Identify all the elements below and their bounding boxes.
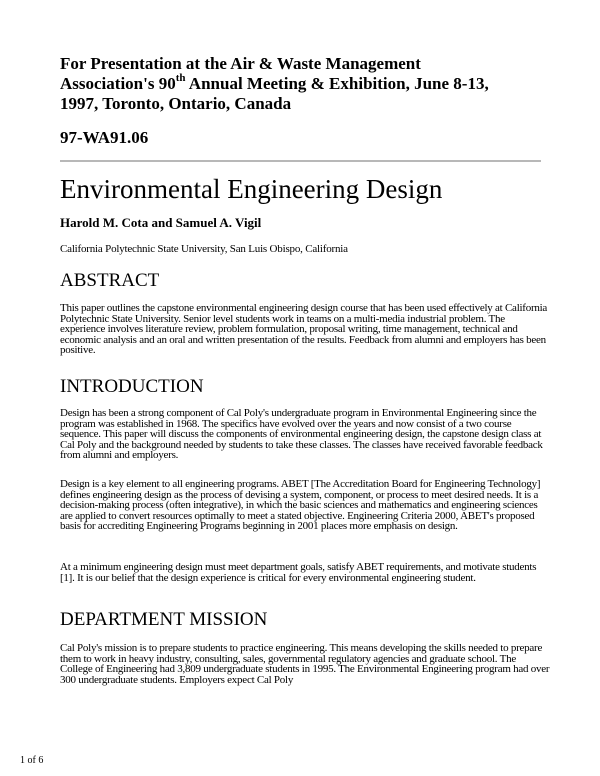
header-ordinal-suffix: th [175,72,186,85]
header-line-3: 1997, Toronto, Ontario, Canada [60,94,292,113]
introduction-heading: INTRODUCTION [60,376,204,397]
header-line-2 [60,74,560,94]
paper-title: Environmental Engineering Design [60,174,443,204]
authors: Harold M. Cota and Samuel A. Vigil [60,215,262,230]
header-line-1: For Presentation at the Air & Waste Management [60,54,421,73]
header-line-2-post: Annual Meeting & Exhibition, June 8-13, [185,74,489,93]
abstract-paragraph: This paper outlines the capstone environmental engineering design course that has been used effectively at California Polytechnic State University. Senior level students work in teams on a multi-media industrial problem. The experience involves literature review, problem formulation, proposal writing, time management, technical and economic analysis and an oral and written presentation of the results. Feedback from alumni and employers has been positive. [60,302,548,357]
introduction-paragraph-1: Design has been a strong component of Cal Poly's undergraduate program in Environmental Engineering since the program was established in 1968. The specifics have evolved over the years and now consist of a two course sequence. This paper will discuss the components of environmental engineering design, the capstone design class at Cal Poly and the background needed by students to take these classes. The classes have received favorable feedback from alumni and employers. [60,407,543,462]
page-indicator: 1 of 6 [20,755,44,766]
paper-id: 97-WA91.06 [60,128,149,147]
affiliation: California Polytechnic State University, San Luis Obispo, California [60,243,348,255]
horizontal-rule [60,160,541,162]
presentation-header [60,54,560,114]
mission-paragraph: Cal Poly's mission is to prepare students to practice engineering. This means developing the skills needed to prepare them to work in heavy industry, consulting, sales, governmental regulatory agencies and graduate school. The College of Engineering had 3,809 undergraduate students in 1995. The Environmental Engineering program had over 300 undergraduate students. Employers expect Cal Poly [60,642,550,686]
introduction-paragraph-3: At a minimum engineering design must meet department goals, satisfy ABET requirements, and motivate students [1]. It is our belief that the design experience is critical for every environmental engineering student. [60,561,537,584]
abstract-heading: ABSTRACT [60,270,160,291]
mission-heading: DEPARTMENT MISSION [60,609,268,630]
header-line-2-pre: Association's 90 [60,74,176,93]
introduction-paragraph-2: Design is a key element to all engineering programs. ABET [The Accreditation Board for Engineering Technology] defines engineering design as the process of devising a system, component, or process to meet desired needs. It is a decision-making process (often integrative), in which the basic sciences and mathematics and engineering sciences are applied to convert resources optimally to meet a stated objective. Engineering Criteria 2000, ABET's proposed basis for accrediting Engineering Programs beginning in 2001 places more emphasis on design. [60,478,541,533]
